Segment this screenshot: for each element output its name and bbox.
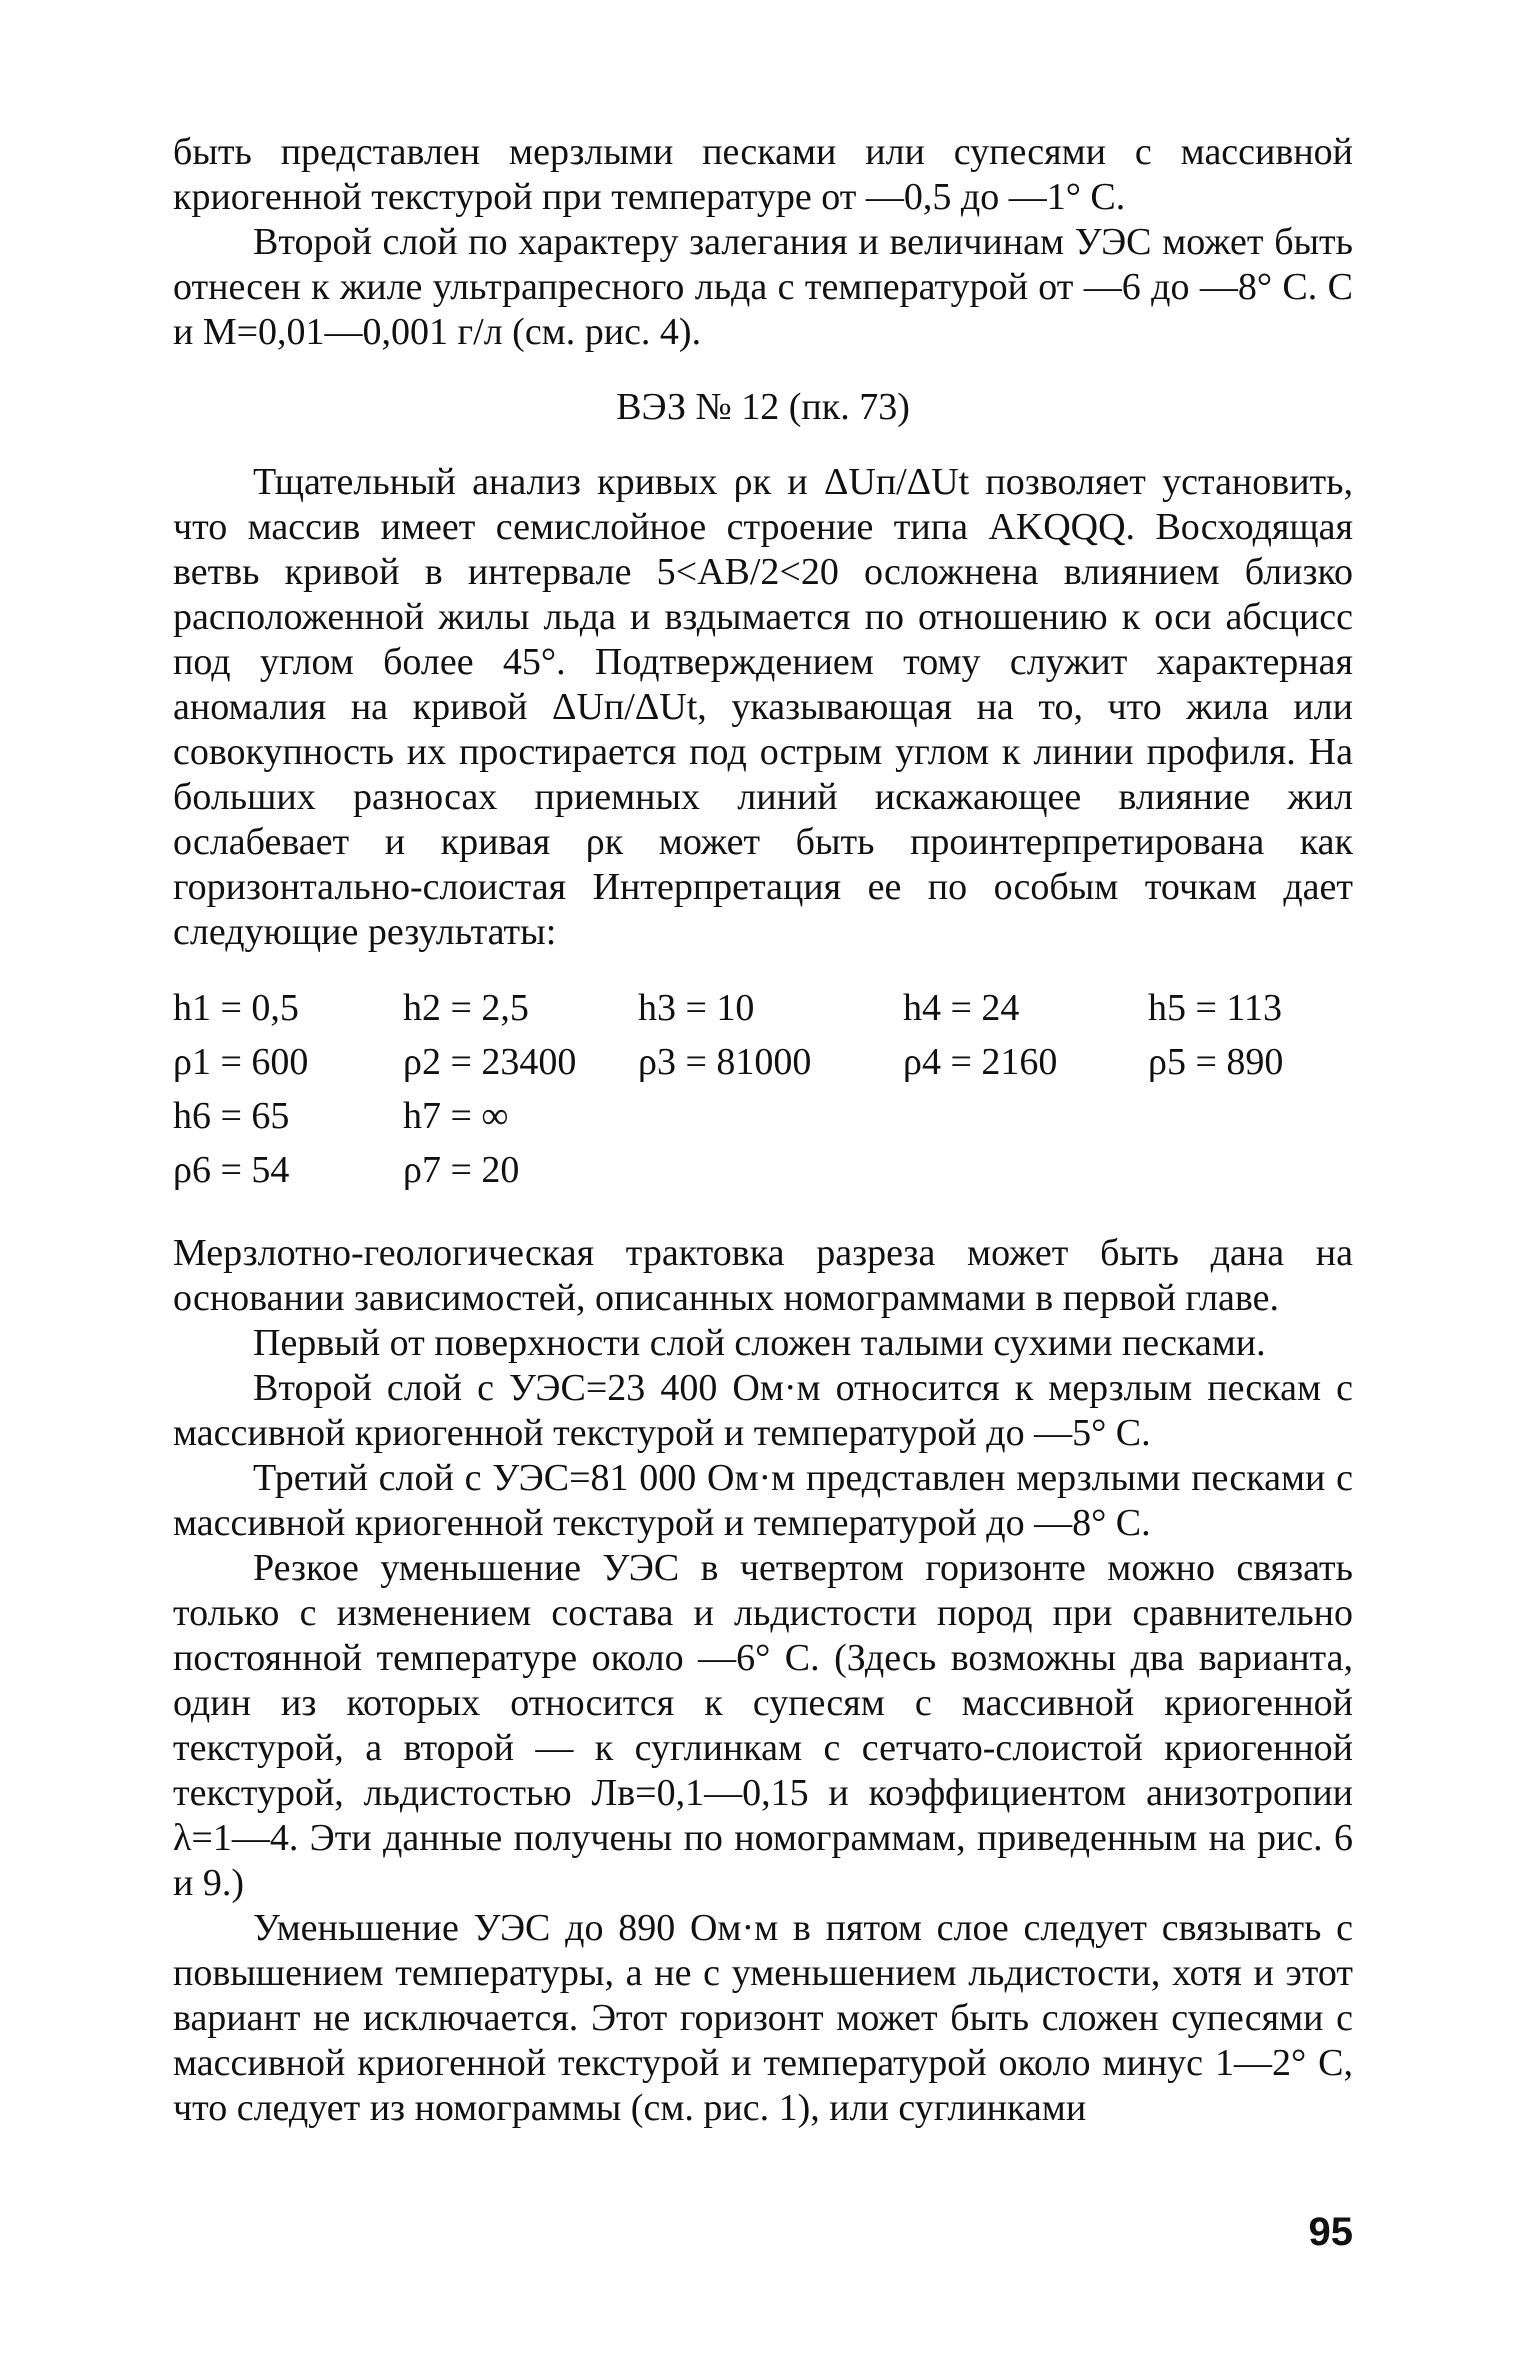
value-h7: h7 = ∞ (403, 1095, 509, 1137)
value-rho3: ρ3 = 81000 (638, 1041, 812, 1083)
value-h6: h6 = 65 (173, 1095, 290, 1137)
value-h2: h2 = 2,5 (403, 987, 529, 1029)
value-rho6: ρ6 = 54 (173, 1149, 290, 1191)
section-heading: ВЭЗ № 12 (пк. 73) (616, 386, 910, 428)
paragraph-layer-5: Уменьшение УЭС до 890 Ом·м в пятом слое следует связывать с повышением температуры, а не с уменьшением льдистости, хотя и этот вариант не исключается. Этот горизонт может быть сложен супесями с массивной криогенной текстурой и температурой около минус 1—2° С, что следует из номограммы (см. рис. 1), или суглинками (173, 1907, 1353, 2129)
paragraph-analysis: Тщательный анализ кривых ρк и ΔUп/ΔUt позволяет установить, что массив имеет семислойное строение типа AKQQQ. Восходящая ветвь кривой в интервале 5<AB/2<20 осложнена влиянием близко расположенной жилы льда и вздымается по отношению к оси абсцисс под углом более 45°. Подтверждением тому служит характерная аномалия на кривой ΔUп/ΔUt, указывающая на то, что жила или совокупность их простирается под острым углом к линии профиля. На больших разносах приемных линий искажающее влияние жил ослабевает и кривая ρк может быть проинтерпретирована как горизонтально-слоистая Интерпретация ее по особым точкам дает следующие результаты: (173, 461, 1353, 953)
interpretation-values (173, 983, 1353, 1195)
value-empty (903, 1091, 1148, 1141)
value-empty (638, 1091, 903, 1141)
value-h4: h4 = 24 (903, 987, 1020, 1029)
page-number: 95 (1308, 2210, 1353, 2254)
value-h3: h3 = 10 (638, 987, 755, 1029)
paragraph-interpretation-intro: Мерзлотно-геологическая трактовка разреза может быть дана на основании зависимостей, описанных номограммами в первой главе. (173, 1232, 1353, 1319)
page-body (173, 130, 1353, 2131)
paragraph-layer-1: Первый от поверхности слой сложен талыми сухими песками. (253, 1322, 1266, 1364)
value-rho4: ρ4 = 2160 (903, 1041, 1058, 1083)
value-rho2: ρ2 = 23400 (403, 1041, 577, 1083)
paragraph-continuation: быть представлен мерзлыми песками или супесями с массивной криогенной текстурой при температуре от —0,5 до —1° С. (173, 131, 1353, 218)
value-rho7: ρ7 = 20 (403, 1149, 520, 1191)
value-empty (1148, 1091, 1353, 1141)
paragraph-layer-3: Третий слой с УЭС=81 000 Ом·м представлен мерзлыми песками с массивной криогенной текстурой и температурой до —8° С. (173, 1457, 1353, 1544)
paragraph-layer-4: Резкое уменьшение УЭС в четвертом горизонте можно связать только с изменением состава и льдистости пород при сравнительно постоянной температуре около —6° С. (Здесь возможны два варианта, один из которых относится к супесям с массивной криогенной текстурой, а второй — к суглинкам с сетчато-слоистой криогенной текстурой, льдистостью Лв=0,1—0,15 и коэффициентом анизотропии λ=1—4. Эти данные получены по номограммам, приведенным на рис. 6 и 9.) (173, 1547, 1353, 1904)
value-h1: h1 = 0,5 (173, 987, 299, 1029)
value-h5: h5 = 113 (1148, 987, 1283, 1029)
value-rho5: ρ5 = 890 (1148, 1041, 1284, 1083)
paragraph-second-layer: Второй слой по характеру залегания и величинам УЭС может быть отнесен к жиле ультрапресного льда с температурой от —6 до —8° С. С и М=0,01—0,001 г/л (см. рис. 4). (173, 221, 1353, 353)
paragraph-layer-2: Второй слой с УЭС=23 400 Ом·м относится к мерзлым пескам с массивной криогенной текстурой и температурой до —5° С. (173, 1367, 1353, 1454)
value-rho1: ρ1 = 600 (173, 1041, 309, 1083)
